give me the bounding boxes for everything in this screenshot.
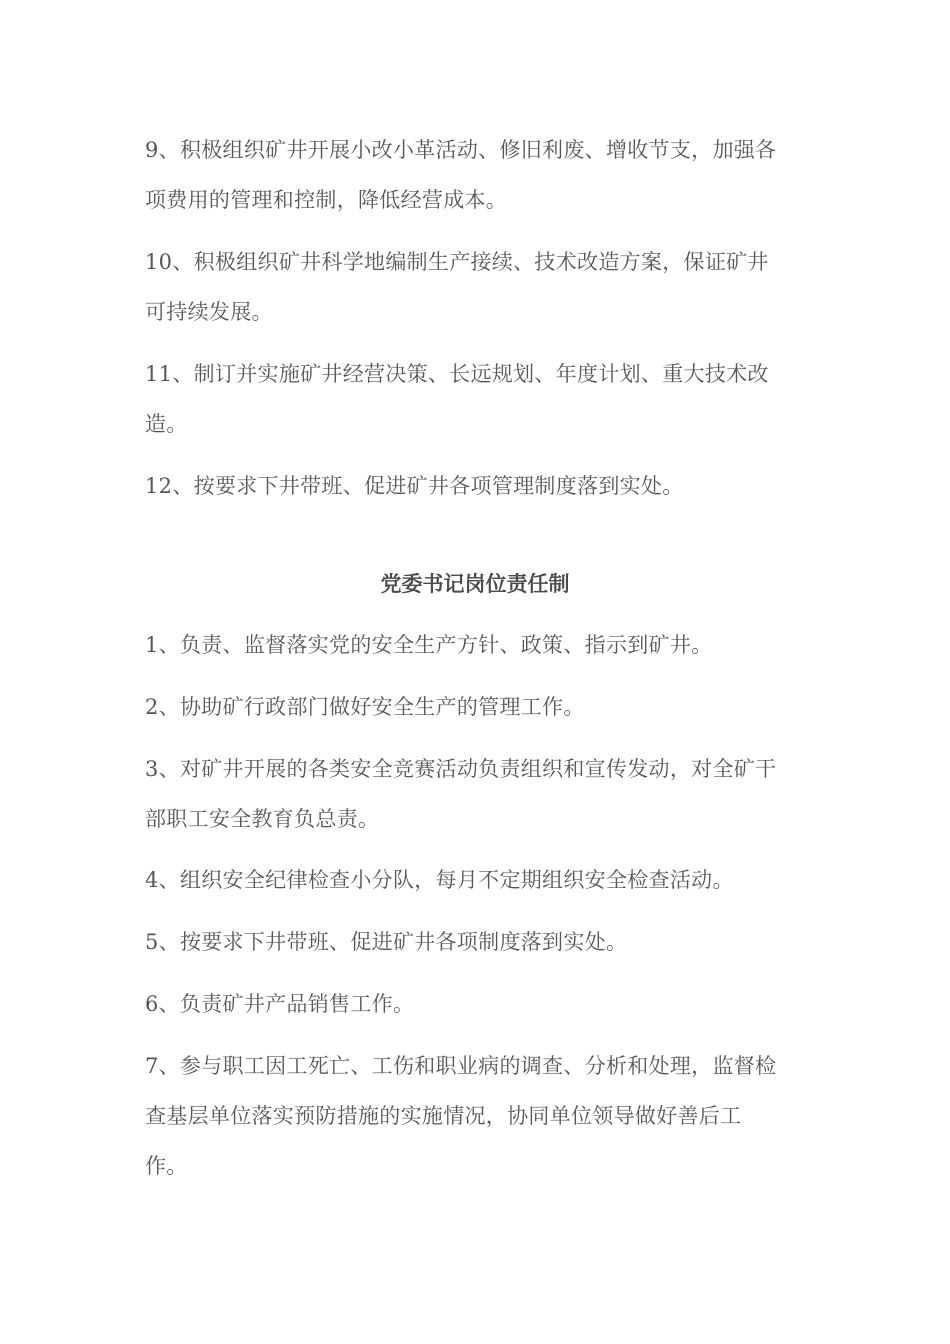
item-line: 项费用的管理和控制，降低经营成本。	[145, 188, 508, 212]
item-line: 3、对矿井开展的各类安全竞赛活动负责组织和宣传发动，对全矿干	[145, 757, 777, 781]
item-line: 12、按要求下井带班、促进矿井各项管理制度落到实处。	[145, 474, 684, 498]
item-line: 5、按要求下井带班、促进矿井各项制度落到实处。	[145, 930, 628, 954]
item-line: 1、负责、监督落实党的安全生产方针、政策、指示到矿井。	[145, 633, 713, 657]
item-line: 6、负责矿井产品销售工作。	[145, 992, 415, 1016]
item-line: 部职工安全教育负总责。	[145, 807, 380, 831]
item-line: 7、参与职工因工死亡、工伤和职业病的调查、分析和处理，监督检	[145, 1054, 777, 1078]
item-line: 查基层单位落实预防措施的实施情况，协同单位领导做好善后工	[145, 1104, 742, 1128]
item-line: 11、制订并实施矿井经营决策、长远规划、年度计划、重大技术改	[145, 362, 769, 386]
item-line: 10、积极组织矿井科学地编制生产接续、技术改造方案，保证矿井	[145, 250, 769, 274]
item-line: 9、积极组织矿井开展小改小革活动、修旧利废、增收节支，加强各	[145, 138, 777, 162]
item-line: 可持续发展。	[145, 300, 273, 324]
item-line: 造。	[145, 412, 188, 436]
item-line: 作。	[145, 1154, 188, 1178]
item-line: 2、协助矿行政部门做好安全生产的管理工作。	[145, 695, 585, 719]
section-title: 党委书记岗位责任制	[380, 571, 570, 596]
item-line: 4、组织安全纪律检查小分队，每月不定期组织安全检查活动。	[145, 868, 734, 892]
